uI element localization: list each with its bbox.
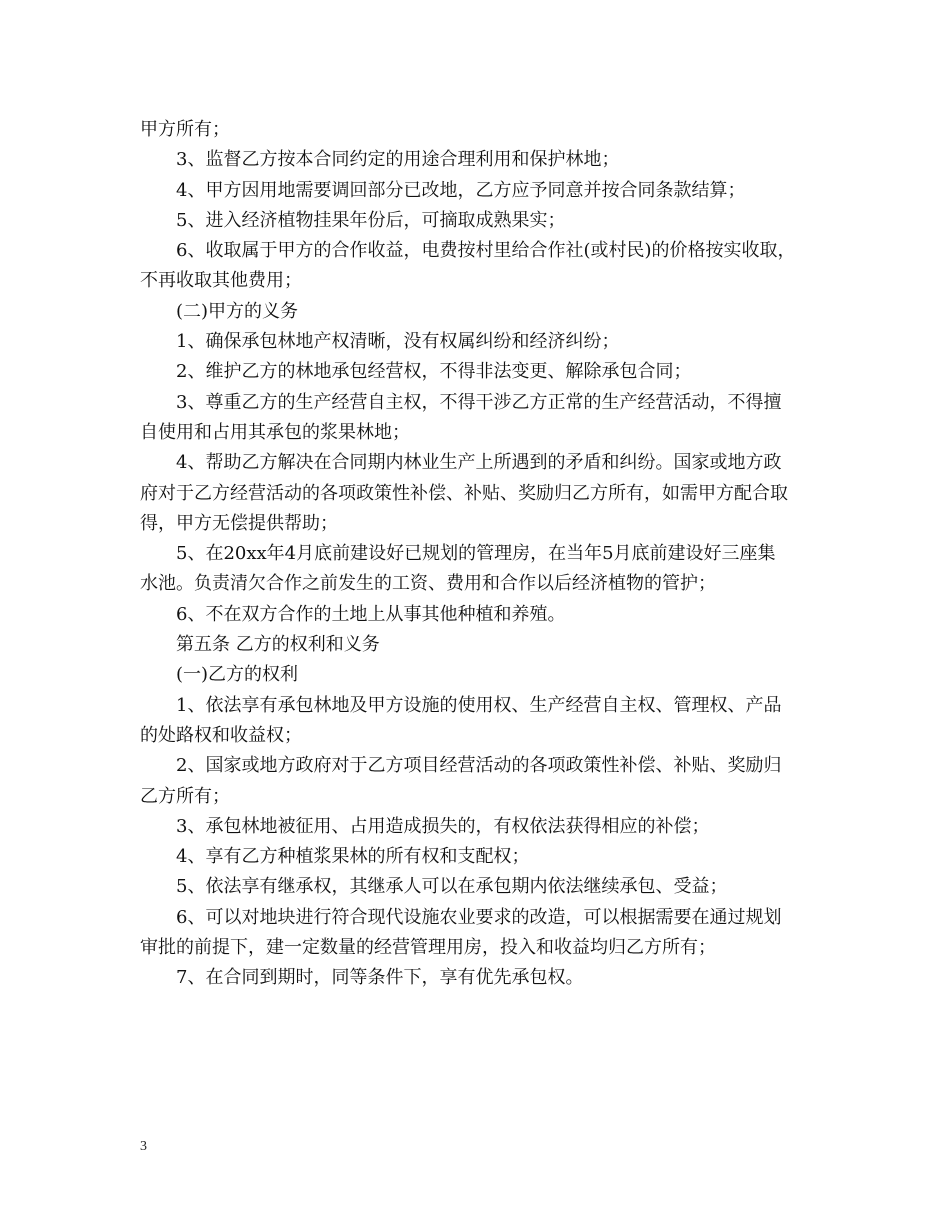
- text-line: 6、可以对地块进行符合现代设施农业要求的改造，可以根据需要在通过规划: [176, 906, 782, 928]
- text-line: 5、在20xx年4月底前建设好已规划的管理房，在当年5月底前建设好三座集: [176, 543, 776, 565]
- text-line: 5、依法享有继承权，其继承人可以在承包期内依法继续承包、受益；: [176, 876, 728, 898]
- text-line: 3、监督乙方按本合同约定的用途合理利用和保护林地；: [176, 149, 620, 171]
- text-line: 乙方所有；: [140, 785, 230, 807]
- text-line: 2、维护乙方的林地承包经营权，不得非法变更、解除承包合同；: [176, 361, 692, 383]
- page-number: 3: [140, 1139, 147, 1154]
- text-line: 5、进入经济植物挂果年份后，可摘取成熟果实；: [176, 209, 566, 231]
- text-line: 3、承包林地被征用、占用造成损失的，有权依法获得相应的补偿；: [176, 815, 710, 837]
- text-line: 4、享有乙方种植浆果林的所有权和支配权；: [176, 846, 530, 868]
- text-line: 1、依法享有承包林地及甲方设施的使用权、生产经营自主权、管理权、产品: [176, 694, 782, 716]
- text-line: 6、不在双方合作的土地上从事其他种植和养殖。: [176, 603, 566, 625]
- text-line: 得，甲方无偿提供帮助；: [140, 512, 338, 534]
- text-line: 2、国家或地方政府对于乙方项目经营活动的各项政策性补偿、补贴、奖励归: [176, 755, 782, 777]
- text-line: 4、甲方因用地需要调回部分已改地，乙方应予同意并按合同条款结算；: [176, 179, 746, 201]
- text-line: 3、尊重乙方的生产经营自主权，不得干涉乙方正常的生产经营活动，不得擅: [176, 391, 782, 413]
- document-body: [140, 115, 820, 994]
- text-line: 府对于乙方经营活动的各项政策性补偿、补贴、奖励归乙方所有，如需甲方配合取: [140, 482, 788, 504]
- text-line: 4、帮助乙方解决在合同期内林业生产上所遇到的矛盾和纠纷。国家或地方政: [176, 452, 782, 474]
- text-line: 不再收取其他费用；: [140, 270, 302, 292]
- section-heading: (一)乙方的权利: [176, 664, 299, 686]
- text-line: 1、确保承包林地产权清晰，没有权属纠纷和经济纠纷；: [176, 331, 620, 353]
- section-heading: (二)甲方的义务: [176, 300, 299, 322]
- text-line: 审批的前提下，建一定数量的经营管理用房，投入和收益均归乙方所有；: [140, 937, 716, 959]
- article-heading: 第五条 乙方的权利和义务: [176, 634, 380, 656]
- text-line: 水池。负责清欠合作之前发生的工资、费用和合作以后经济植物的管护；: [140, 573, 716, 595]
- text-line: 7、在合同到期时，同等条件下，享有优先承包权。: [176, 967, 584, 989]
- text-line: 甲方所有；: [140, 119, 230, 140]
- text-line: 自使用和占用其承包的浆果林地；: [140, 421, 410, 443]
- text-line: 6、收取属于甲方的合作收益，电费按村里给合作社(或村民)的价格按实收取，: [176, 240, 796, 262]
- text-line: 的处路权和收益权；: [140, 724, 302, 746]
